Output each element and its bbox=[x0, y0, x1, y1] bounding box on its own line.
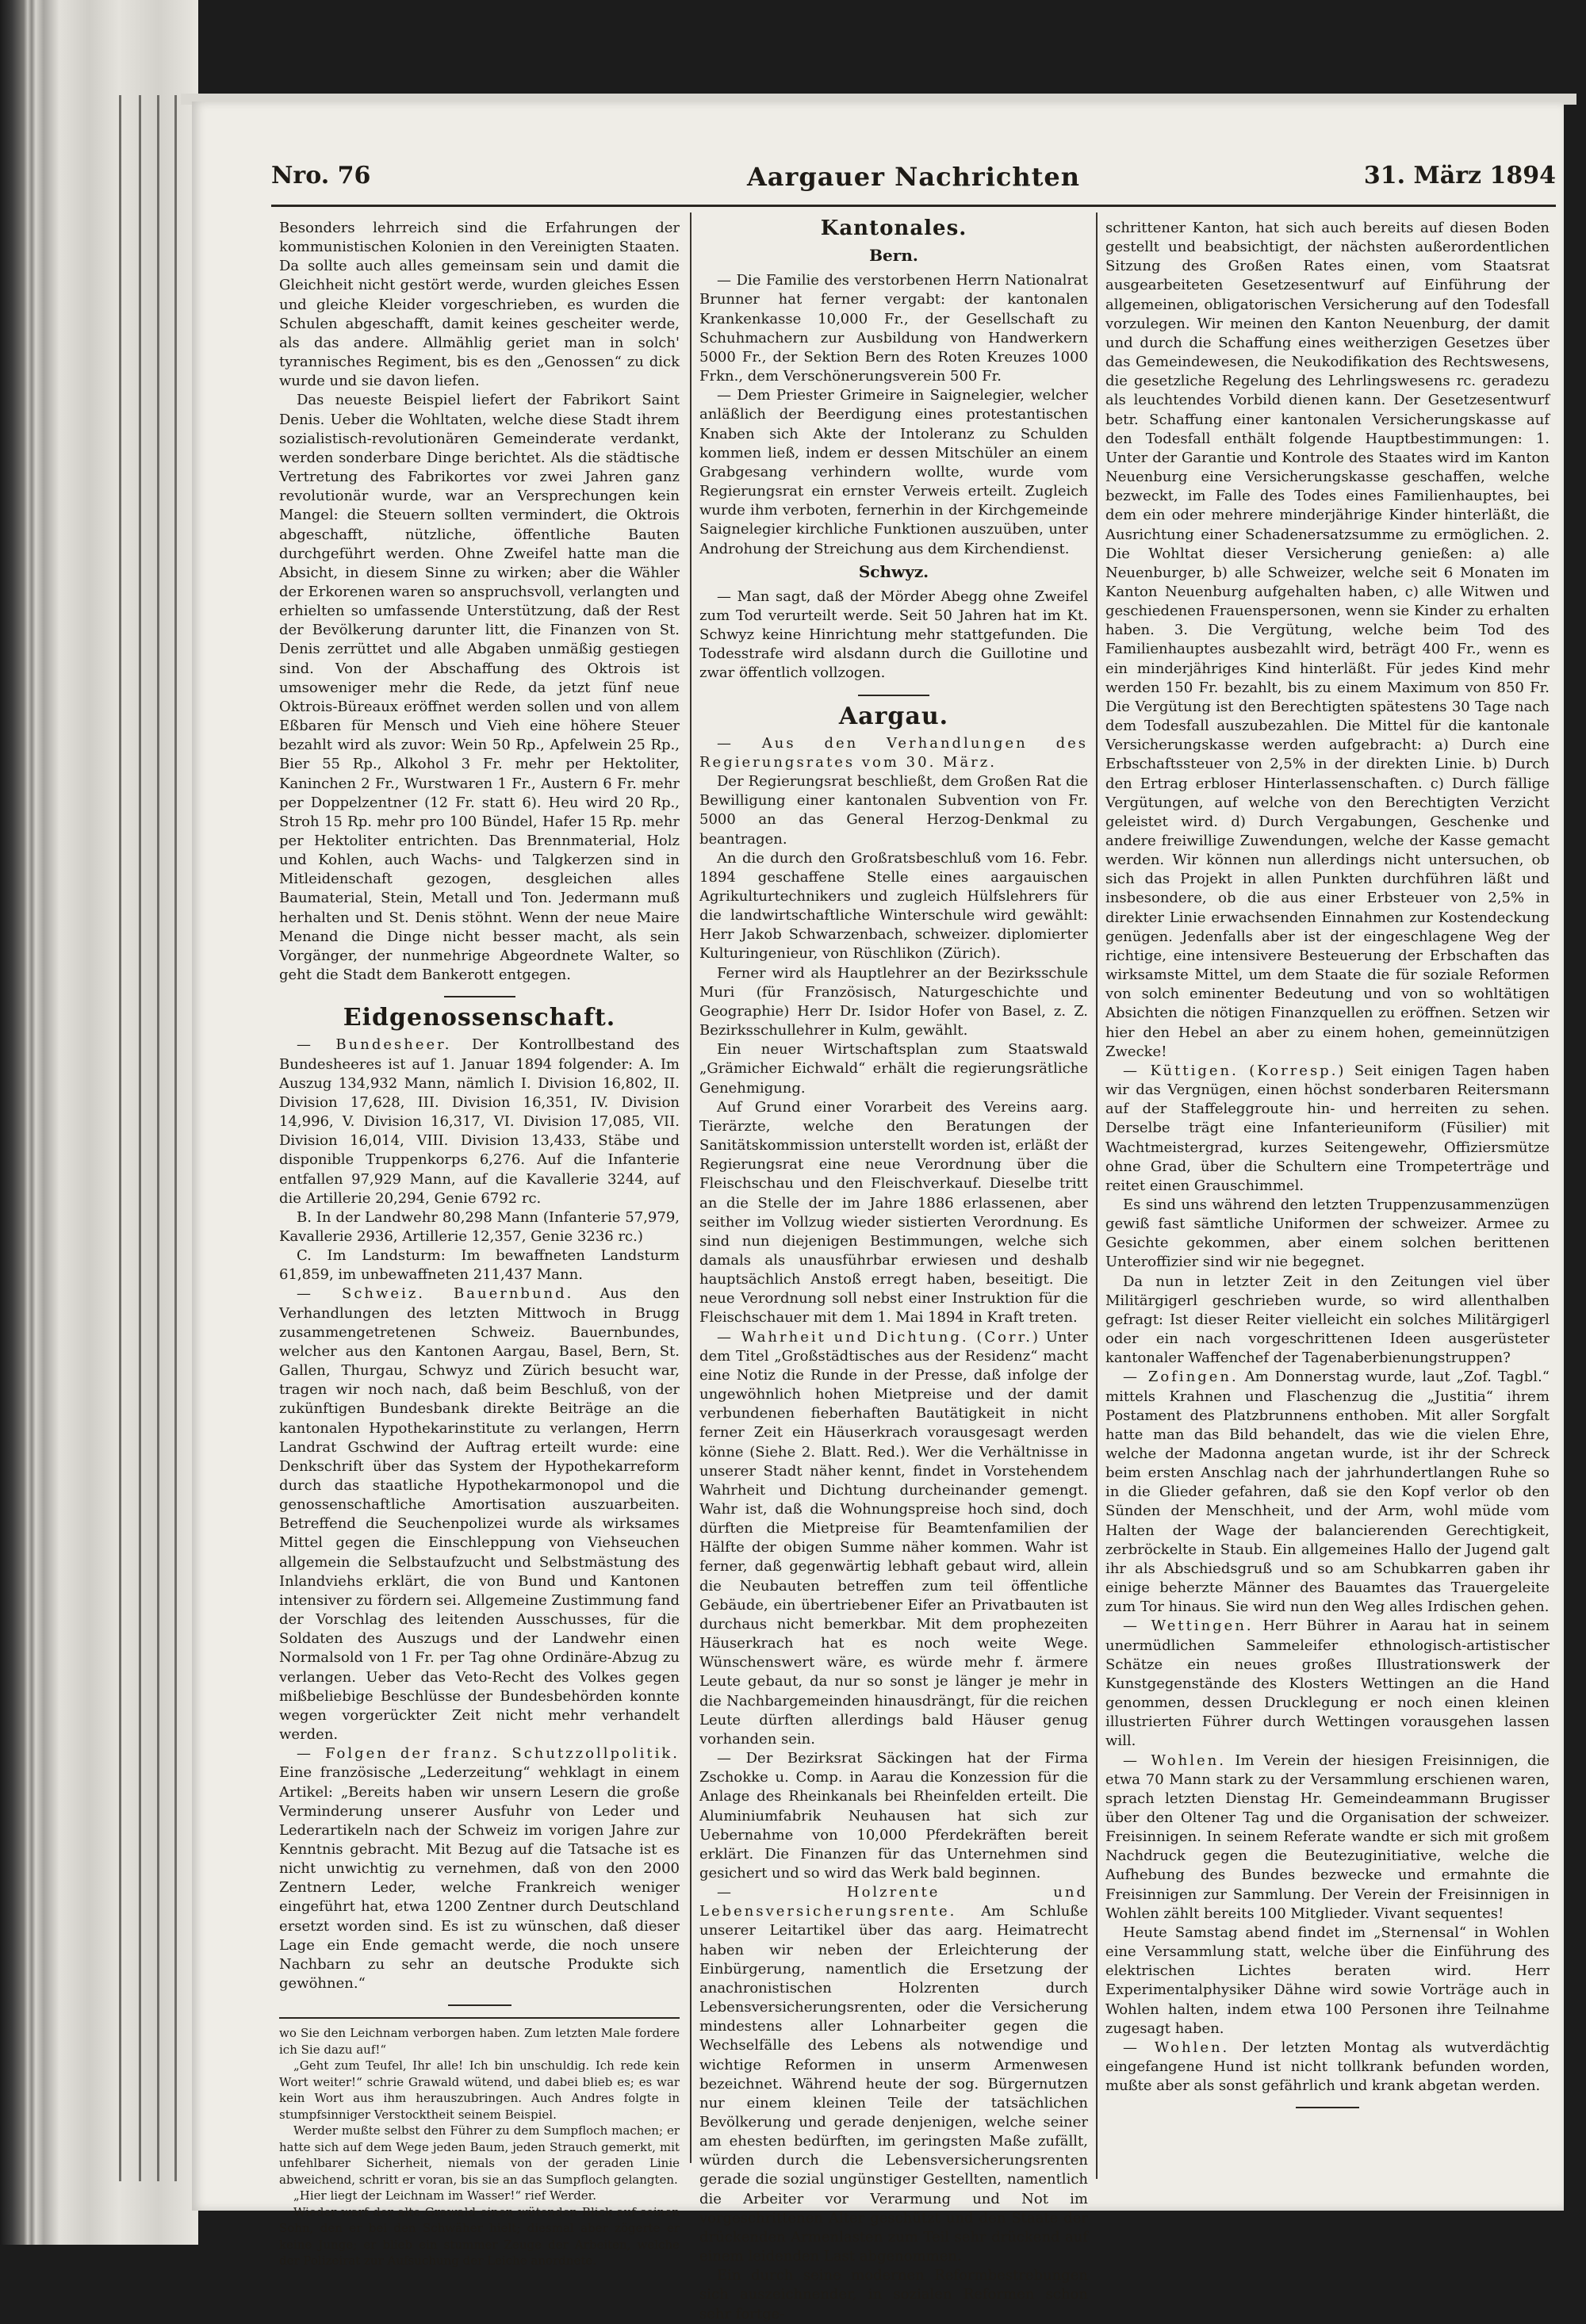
news-item bbox=[279, 1285, 680, 1744]
item-lead: — Küttigen. (Korresp.) bbox=[1123, 1062, 1347, 1079]
column-1 bbox=[279, 219, 680, 2269]
item-lead: — Bundesheer. bbox=[297, 1036, 452, 1054]
item-body: Am Donnerstag wurde, laut „Zof. Tagbl.“ mittels Krahnen und Flaschenzug die „Justitia“ ihrem Postament des Platzbrunnens enthoben. Mit aller Sorgfalt hatte man das Bild behandelt, das wie die vielen Ehre, welche der Madonna angetan wurde, ist ihr der Schreck beim ersten Anschlag nach der jahrhundertlangen Ruhe so in die Glieder gefahren, daß sie den Kopf verlor ob den Sünden der Menschheit, und der Arm, wohl müde vom Halten der Wage der balancierenden Gerechtigkeit, zerbröckelte in Staub. Ein allgemeines Hallo der Jugend galt ihr als Abschiedsgruß und so am Schubkarren gaben ihr einige beherzte Männer des Bauamtes das Trauergeleite zum Tor hinaus. Sie wird nun den Weg alles Irdischen gehen. bbox=[1105, 1369, 1550, 1616]
feuilleton-rule bbox=[279, 2017, 680, 2019]
paragraph: B. In der Landwehr 80,298 Mann (Infanterie 57,979, Kavallerie 2936, Artillerie 12,357, Genie 3236 rc.) bbox=[279, 1208, 680, 1245]
divider bbox=[858, 695, 929, 696]
news-item bbox=[1105, 1752, 1550, 1924]
divider bbox=[1296, 2107, 1359, 2108]
section-title: Aargau. bbox=[838, 702, 949, 730]
item-body: Unter dem Titel „Großstädtisches aus der Residenz“ macht eine Notiz die Runde in der Presse, daß infolge der ungewöhnlich hohen Mietpreise und der damit verbundenen fieberhaften Bautätigkeit in nicht ferner Zeit ein Häuserkrach vorausgesagt werden könne (Siehe 2. Blatt. Red.). Wer die Verhältnisse in unserer Stadt näher kennt, findet in Vorstehendem Wahrheit und Dichtung durcheinander gemengt. Wahr ist, daß die Wohnungspreise hoch sind, doch dürften die Mietpreise für Beamtenfamilien der Hälfte der obigen Summe näher kommen. Wahr ist ferner, daß gegenwärtig lebhaft gebaut wird, allein die Neubauten betreffen zum teil öffentliche Gebäude, ein übertriebener Eifer an Privatbauten ist durchaus nicht bemerkbar. Mit dem prophezeiten Häuserkrach hat es noch weite Wege. Wünschenswert wäre, es würde mehr f. ärmere Leute gebaut, da nur so sonst je länger je mehr in die Nachbargemeinden hinausdrängt, für die reichen Leute dürften allerdings bald Häuser genug vorhanden sein. bbox=[699, 1328, 1088, 1748]
paragraph: C. Im Landsturm: Im bewaffneten Landsturm 61,859, im unbewaffneten 211,437 Mann. bbox=[279, 1247, 680, 1284]
paragraph: Ein neuer Wirtschaftsplan zum Staatswald „Grämicher Eichwald“ erhält die regierungsrätliche Genehmigung. bbox=[699, 1041, 1088, 1097]
paragraph: — Dem Priester Grimeire in Saignelegier, welcher anläßlich der Beerdigung eines protestantischen Knaben sich Akte der Intoleranz zu Schulden kommen ließ, indem er dessen Mitschüler an einem Grabgesang verhindern wollte, wurde vom Regierungsrat ein ernster Verweis erteilt. Zugleich wurde ihm verboten, fernerhin in der Kirchgemeinde Saignelegier kirchliche Funktionen auszuüben, unter Androhung der Streichung aus dem Kirchendienst. bbox=[699, 387, 1088, 557]
item-body: Eine französische „Lederzeitung“ wehklagt in einem Artikel: „Bereits haben wir unsern Lesern die große Verminderung unserer Ausfuhr von Leder und Lederartikeln nach der Schweiz im vorigen Jahre zur Kenntnis gebracht. Mit Bezug auf die Tatsache ist es nicht unwichtig zu vernehmen, daß von den 2000 Zentnern Leder, welche Frankreich weniger eingeführt hat, etwa 1200 Zentner durch Deutschland ersetzt worden sind. Es ist zu wünschen, daß dieser Lage ein Ende gemacht werde, die noch unsere Nachbarn zu sehr an deutsche Produkte sich gewöhnen.“ bbox=[279, 1764, 680, 1993]
subsection-title: Schwyz. bbox=[858, 561, 929, 581]
paragraph bbox=[699, 734, 1088, 772]
item-lead: — Wohlen. bbox=[1123, 2039, 1230, 2056]
item-lead: — Wahrheit und Dichtung. (Corr.) bbox=[717, 1328, 1040, 1346]
paragraph: schrittener Kanton, hat sich auch bereits auf diesen Boden gestellt und beabsichtigt, der nächsten außerordentlichen Sitzung des Großen Rates einen, vom Staatsrat ausgearbeiteten Gesetzesentwurf auf Einführung der allgemeinen, obligatorischen Versicherung auf den Todesfall vorzulegen. Wir meinen den Kanton Neuenburg, der damit und durch die Schaffung eines weitherzigen Gesetzes über das Gemeindewesen, die Neukodifikation des Rechtswesens, die gesetzliche Regelung des Lehrlingswesens rc. geradezu als leuchtendes Vorbild dienen kann. Der Gesetzesentwurf betr. Schaffung einer kantonalen Versicherungskasse auf den Todesfall enthält folgende Hauptbestimmungen: 1. Unter der Garantie und Kontrole des Staates wird im Kanton Neuenburg eine Versicherungskasse geschaffen, welche bezweckt, im Falle des Todes eines Familienhauptes, bei dem ein oder mehrere minderjährige Kinder hinterläßt, die Ausrichtung einer Schadenersatzsumme zu ermöglichen. 2. Die Wohltat dieser Versicherung genießen: a) alle Neuenburger, b) alle Schweizer, welche seit 6 Monaten im Kanton Neuenburg aufgehalten haben, c) alle Witwen und geschiedenen Frauenspersonen, wenn sie Kinder zu erhalten haben. 3. Die Vergütung, welche beim Tod des Familienhauptes ausbezahlt wird, beträgt 400 Fr., wenn es ein minderjähriges Kind hinterläßt. Für jedes Kind mehr werden 150 Fr. bezahlt, bis zu einem Maximum von 850 Fr. Die Vergütung ist den Berechtigten spätestens 30 Tage nach dem Todesfall auszubezahlen. Die Mittel für die kantonale Versicherungskasse werden aufgebracht: a) Durch eine Erbschaftssteuer von 2,5% in der direkten Linie. b) Durch den Ertrag erbloser Hinterlassenschaften. c) Durch fällige Vergütungen, auf welche von den Berechtigten Verzicht geleistet wird. d) Durch Vergabungen, Geschenke und andere freiwillige Zuwendungen, welche der Kasse gemacht werden. Wir können nun allerdings nicht untersuchen, ob sich das Projekt in allen Punkten durchführen läßt und insbesondere, ob die aus einer Erbsteuer von 2,5% in direkter Linie erwachsenden Einnahmen zur Kostendeckung genügen. Jedenfalls aber ist der eingeschlagene Weg der richtige, eine intensivere Besteuerung der Erbschaften das wirksamste Mittel, um dem Staate die für soziale Reformen von solch eminenter Bedeutung und von so wohltätigen Absichten die nötigen Finanzquellen zu eröffnen. Setzen wir hier den Hebel an aber zu einem hohen, gemeinnützigen Zwecke! bbox=[1105, 220, 1550, 1060]
news-item bbox=[1105, 1062, 1550, 1196]
item-lead: — Holzrente und Lebensversicherungsrente. bbox=[699, 1884, 1088, 1920]
issue-date: 31. März 1894 bbox=[1363, 162, 1556, 190]
newspaper-title: Aargauer Nachrichten bbox=[746, 162, 1081, 192]
paragraph: Ein durch seine modernen Reformbestrebungen sich auszeichnender, in sozialen Reformen schon sehr fortge- bbox=[699, 2267, 1088, 2322]
paragraph: Da nun in letzter Zeit in den Zeitungen viel über Militärgigerl geschrieben wurde, so wird allenthalben gefragt: Ist dieser Reiter vielleicht ein solches Militärgigerl oder ein nach vorgeschrittenen Ideen ausgerüsteter kantonaler Waffenchef der Tagenaberbienungstruppen? bbox=[1105, 1273, 1550, 1367]
subsection-title: Bern. bbox=[869, 246, 918, 266]
paragraph: Heute Samstag abend findet im „Sternensal“ in Wohlen eine Versammlung statt, welche über die Einführung des elektrischen Lichtes beraten wird. Herr Experimentalphysiker Dähne wird sowie Vorträge auch in Wohlen halten, indem etwa 100 Personen ihre Teilnahme zugesagt haben. bbox=[1105, 1924, 1550, 2037]
paragraph: — Der Bezirksrat Säckingen hat der Firma Zschokke u. Comp. in Aarau die Konzession für die Anlage des Rheinkanals bei Rheinfelden erteilt. Die Aluminiumfabrik Neuhausen hat sich zur Uebernahme von 10,000 Pferdekräften bereit erklärt. Die Finanzen für das Unternehmen sind gesichert und so wird das Werk bald beginnen. bbox=[699, 1750, 1088, 1882]
newspaper-page bbox=[192, 101, 1564, 2322]
section-title: Eidgenossenschaft. bbox=[343, 1004, 616, 1032]
section-title: Kantonales. bbox=[820, 216, 967, 240]
column-rule bbox=[1096, 212, 1098, 2179]
item-lead: — Wohlen. bbox=[1123, 1752, 1226, 1769]
item-lead: — Schweiz. Bauernbund. bbox=[297, 1285, 574, 1303]
feuilleton-paragraph: wo Sie den Leichnam verborgen haben. Zum letzten Male fordere ich Sie dazu auf!“ bbox=[279, 2026, 680, 2057]
paragraph: Der Regierungsrat beschließt, dem Großen Rat die Bewilligung einer kantonalen Subvention von Fr. 5000 an das General Herzog-Denkmal zu beantragen. bbox=[699, 773, 1088, 848]
item-body: Der letzten Montag als wutverdächtig eingefangene Hund ist nicht tollkrank befunden worden, mußte aber als sonst gefährlich und krank abgetan werden. bbox=[1105, 2039, 1550, 2095]
item-lead: — Aus den Verhandlungen des Regierungsrates vom 30. März. bbox=[699, 734, 1088, 771]
news-item bbox=[699, 1328, 1088, 1749]
item-body: Im Verein der hiesigen Freisinnigen, die etwa 70 Mann stark zu der Versammlung erschienen waren, sprach letzten Dienstag Hr. Gemeindeammann Brugisser über den Oltener Tag und die Organisation der schweizer. Freisinnigen. In seinem Referate wandte er sich mit großem Nachdruck gegen die Beutezuginitiative, welche die Aufhebung des Bundes bezwecke und ermahnte die Freisinnigen zur Sammlung. Der Verein der Freisinnigen in Wohlen zählt bereits 100 Mitglieder. Vivant sequentes! bbox=[1105, 1752, 1550, 1922]
divider bbox=[444, 996, 515, 997]
paragraph: Das neueste Beispiel liefert der Fabrikort Saint Denis. Ueber die Wohltaten, welche diese Stadt ihrem sozialistisch-revolutionären Gemeinderate verdankt, werden sonderbare Dinge berichtet. Als die städtische Vertretung des Fabrikortes vor zwei Jahren ganz revolutionär wurde, war an Versprechungen kein Mangel: die Steuern sollten vermindert, die Oktrois abgeschafft, nützliche, öffentliche Bauten durchgeführt werden. Ohne Zweifel hatte man die Absicht, in diesem Sinne zu wirken; aber die Wähler der Erkorenen waren so anspruchsvoll, verlangten und erhielten so umfassende Unterstützung, daß der Rest der Bevölkerung darunter litt, die Finanzen von St. Denis zerrüttet und alle Abgaben unmäßig gestiegen sind. Von der Abschaffung des Oktrois ist umsoweniger mehr die Rede, da jetzt fünf neue Oktrois-Büreaux eröffnet werden sollen und von allem Eßbaren für Mensch und Vieh eine höhere Steuer bezahlt wird als zuvor: Wein 50 Rp., Apfelwein 25 Rp., Bier 55 Rp., Alkohol 3 Fr. mehr per Hektoliter, Kaninchen 2 Fr., Wurstwaren 1 Fr., Austern 6 Fr. mehr per Doppelzentner (12 Fr. statt 6). Heu wird 20 Rp., Stroh 15 Rp. mehr pro 100 Bündel, Hafer 15 Rp. mehr per Hektoliter entrichten. Das Brennmaterial, Holz und Kohlen, auch Wachs- und Talgkerzen sind in Mitleidenschaft gezogen, desgleichen alles Baumaterial, Stein, Metall und Ton. Jedermann muß herhalten und St. Denis stöhnt. Wenn der neue Maire Menand die Dinge nicht besser macht, als sein Vorgänger, der nunmehrige Abgeordnete Walter, so geht die Stadt dem Bankerott entgegen. bbox=[279, 392, 680, 984]
issue-number: Nro. 76 bbox=[271, 162, 371, 190]
feuilleton bbox=[279, 2025, 680, 2269]
feuilleton-paragraph: „Hier liegt der Leichnam im Wasser!“ rief Werder. bbox=[293, 2188, 596, 2203]
news-item bbox=[699, 1883, 1088, 2266]
item-body: Am Schluße unserer Leitartikel über das aarg. Heimatrecht haben wir neben der Erleichterung der Einbürgerung, namentlich die Ersetzung der anachronistischen Holzrenten durch Lebensversicherungsrenten, oder die Versicherung mindestens aller Lohnarbeiter gegen die Wechselfälle des Lebens als notwendige und wichtige Reformen in unserm Armenwesen bezeichnet. Während heute der sog. Bürgernutzen nur einem kleinen Teile der tatsächlichen Bevölkerung und gerade denjenigen, welche seiner am ehesten bedürften, im geringsten Maße zufällt, würden durch die Lebensversicherungsrenten gerade die sozial ungünstiger Gestellten, namentlich die Arbeiter vor Verarmung und Not im vorgeschrittenen Alter geschützt und den Staate der drückenden Armenlasten zum Teil sehr drückend auf einem leidenden Last abgenommen. bbox=[699, 1903, 1088, 2265]
item-body: Herr Bührer in Aarau hat in seinem unermüdlichen Sammeleifer ethnologisch-artistischer Schätze ein neues großes Illustrationswerk der Kunstgegenstände des Klosters Wettingen an die Hand genommen, dessen Drucklegung er noch einen kleinen illustrierten Führer durch Wettingen vorausgehen lassen will. bbox=[1105, 1618, 1550, 1750]
feuilleton-paragraph: „Geht zum Teufel, Ihr alle! Ich bin unschuldig. Ich rede kein Wort weiter!“ schrie Grawald wütend, und dabei blieb es; es war kein Wort aus ihm herauszubringen. Auch Andres folgte in stumpfsinniger Verstocktheit seinem Beispiel. bbox=[279, 2058, 680, 2122]
item-lead: — Zofingen. bbox=[1123, 1369, 1239, 1386]
news-item bbox=[1105, 1617, 1550, 1751]
paragraph: Besonders lehrreich sind die Erfahrungen der kommunistischen Kolonien in den Vereinigten Staaten. Da sollte auch alles gemeinsam sein und damit die Gleichheit nicht gestört werde, wurden gleiches Essen und gleiche Kleider vorgeschrieben, es wurden die Schulen abgeschafft, damit keines gescheiter werde, als das andere. Allmählig geriet man in solch' tyrannisches Regiment, bis es den „Genossen“ zu dick wurde und sie davon liefen. bbox=[279, 220, 680, 390]
book-spine bbox=[0, 0, 198, 2245]
column-rule bbox=[690, 212, 691, 2163]
news-item bbox=[279, 1744, 680, 1993]
column-2 bbox=[699, 216, 1088, 2324]
item-body: Seit einigen Tagen haben wir das Vergnügen, einen höchst sonderbaren Reitersmann auf der Staffeleggroute hin- und herreiten zu sehen. Derselbe trägt eine Infanterieuniform (Füsilier) mit Wachtmeistergrad, kurzes Seitengewehr, Offiziersmütze ohne Grad, über die Schultern eine Trompeterträge und reitet einen Grauschimmel. bbox=[1105, 1062, 1550, 1194]
item-lead: — Folgen der franz. Schutzzollpolitik. bbox=[297, 1745, 680, 1763]
paragraph: Auf Grund einer Vorarbeit des Vereins aarg. Tierärzte, welche den Beratungen der Sanitätskommission unterstellt worden ist, erläßt der Regierungsrat eine neue Verordnung über die Fleischschau und den Fleischverkauf. Dieselbe tritt an die Stelle der im Jahre 1886 erlassenen, aber seither im Vollzug wieder sistierten Verordnung. Es sind nun diejenigen Bestimmungen, welche sich damals als unausführbar erwiesen und deshalb hauptsächlich Anstoß erregt haben, beseitigt. Die neue Verordnung soll nebst einer Instruktion für die Fleischschauer mit dem 1. Mai 1894 in Kraft treten. bbox=[699, 1098, 1088, 1327]
paragraph: An die durch den Großratsbeschluß vom 16. Febr. 1894 geschaffene Stelle eines aargauischen Agrikulturtechnikers und zugleich Hülfslehrers für die landwirtschaftliche Winterschule wird gewählt: Herr Jakob Schwarzenbach, schweizer. diplomierter Kulturingenieur, von Rüschlikon (Zürich). bbox=[699, 849, 1088, 963]
column-3 bbox=[1105, 219, 1550, 2119]
paragraph: Ferner wird als Hauptlehrer an der Bezirksschule Muri (für Französisch, Naturgeschichte und Geographie) Herr Dr. Isidor Hofer von Basel, z. Z. Bezirksschullehrer in Kulm, gewählt. bbox=[699, 964, 1088, 1039]
paragraph: — Man sagt, daß der Mörder Abegg ohne Zweifel zum Tod verurteilt werde. Seit 50 Jahren hat im Kt. Schwyz keine Hinrichtung mehr stattgefunden. Die Todesstrafe wird alsdann durch die Guillotine und zwar öffentlich vollzogen. bbox=[699, 588, 1088, 682]
divider bbox=[448, 2004, 511, 2006]
masthead bbox=[271, 159, 1556, 198]
feuilleton-paragraph: Wieder warf der alte Grawald einen wütenden Blick auf seinen Sohn, den er bei den Schwäher hielt; diesmal aber zögerte er keine Junge; er blieb ein stummer Zeuge der Arbeiten, welche der Polizeirat zur Aufsuchung der Leiche anordnete. bbox=[279, 2204, 680, 2268]
feuilleton-paragraph: Werder mußte selbst den Führer zu dem Sumpfloch machen; er hatte sich auf dem Wege jeden Baum, jeden Strauch gemerkt, mit unfehlbarer Sicherheit, niemals von der geraden Linie abweichend, schritt er voran, bis sie an das Sumpfloch gelangten. bbox=[279, 2123, 680, 2187]
paragraph: Es sind uns während den letzten Truppenzusammenzügen gewiß fast sämtliche Uniformen der schweizer. Armee zu Gesichte gekommen, aber einem solchen berittenen Unteroffizier sind wir nie begegnet. bbox=[1105, 1196, 1550, 1271]
news-item bbox=[279, 1036, 680, 1208]
item-lead: — Wettingen. bbox=[1123, 1618, 1254, 1635]
paragraph: — Die Familie des verstorbenen Herrn Nationalrat Brunner hat ferner vergabt: der kantonalen Krankenkasse 10,000 Fr., der Gesellschaft zu Schuhmachern zur Ausbildung von Handwerkern 5000 Fr., der Sektion Bern des Roten Kreuzes 1000 Frkn., dem Verschönerungsverein 500 Fr. bbox=[699, 272, 1088, 385]
news-item bbox=[1105, 1368, 1550, 1617]
item-body: Aus den Verhandlungen des letzten Mittwoch in Brugg zusammengetretenen Schweiz. Bauernbundes, welcher aus den Kantonen Aargau, Basel, Bern, St. Gallen, Thurgau, Schwyz und Zürich besucht war, tragen wir noch nach, daß beim Beschluß, von der zukünftigen Bundesbank direkte Beiträge an die kantonalen Hypothekarinstitute zu verlangen, Herrn Landrat Gschwind der Auftrag erteilt wurde: eine Denkschrift über das System der Hypothekarreform durch das staatliche Hypothekarmonopol und die genossenschaftliche Amortisation auszuarbeiten. Betreffend die Seuchenpolizei wurde als wirksames Mittel gegen die Einschleppung von Viehseuchen allgemein die Selbstaufzucht und Selbstmästung des Inlandviehs erklärt, die von Bund und Kantonen intensiver zu fördern sei. Allgemeine Zustimmung fand der Vorschlag des leitenden Ausschusses, für die Soldaten des Auszugs und der Landwehr einen Normalsold von 1 Fr. per Tag ohne Ordinäre-Abzug zu verlangen. Ueber das Veto-Recht des Volkes gegen mißbeliebige Beschlüsse der Bundesbehörden konnte wegen vorgerückter Zeit nicht mehr verhandelt werden. bbox=[279, 1285, 680, 1744]
item-body: Der Kontrollbestand des Bundesheeres ist auf 1. Januar 1894 folgender: A. Im Auszug 134,932 Mann, nämlich I. Division 16,802, II. Division 17,628, III. Division 16,351, IV. Division 14,996, V. Division 16,317, VI. Division 17,085, VII. Division 16,014, VIII. Division 13,433, Stäbe und disponible Truppenkorps 6,276. Auf die Infanterie entfallen 97,929 Mann, auf die Kavallerie 3244, auf die Artillerie 20,294, Genie 6792 rc. bbox=[279, 1036, 680, 1207]
news-item bbox=[1105, 2039, 1550, 2096]
header-rule bbox=[271, 205, 1556, 207]
